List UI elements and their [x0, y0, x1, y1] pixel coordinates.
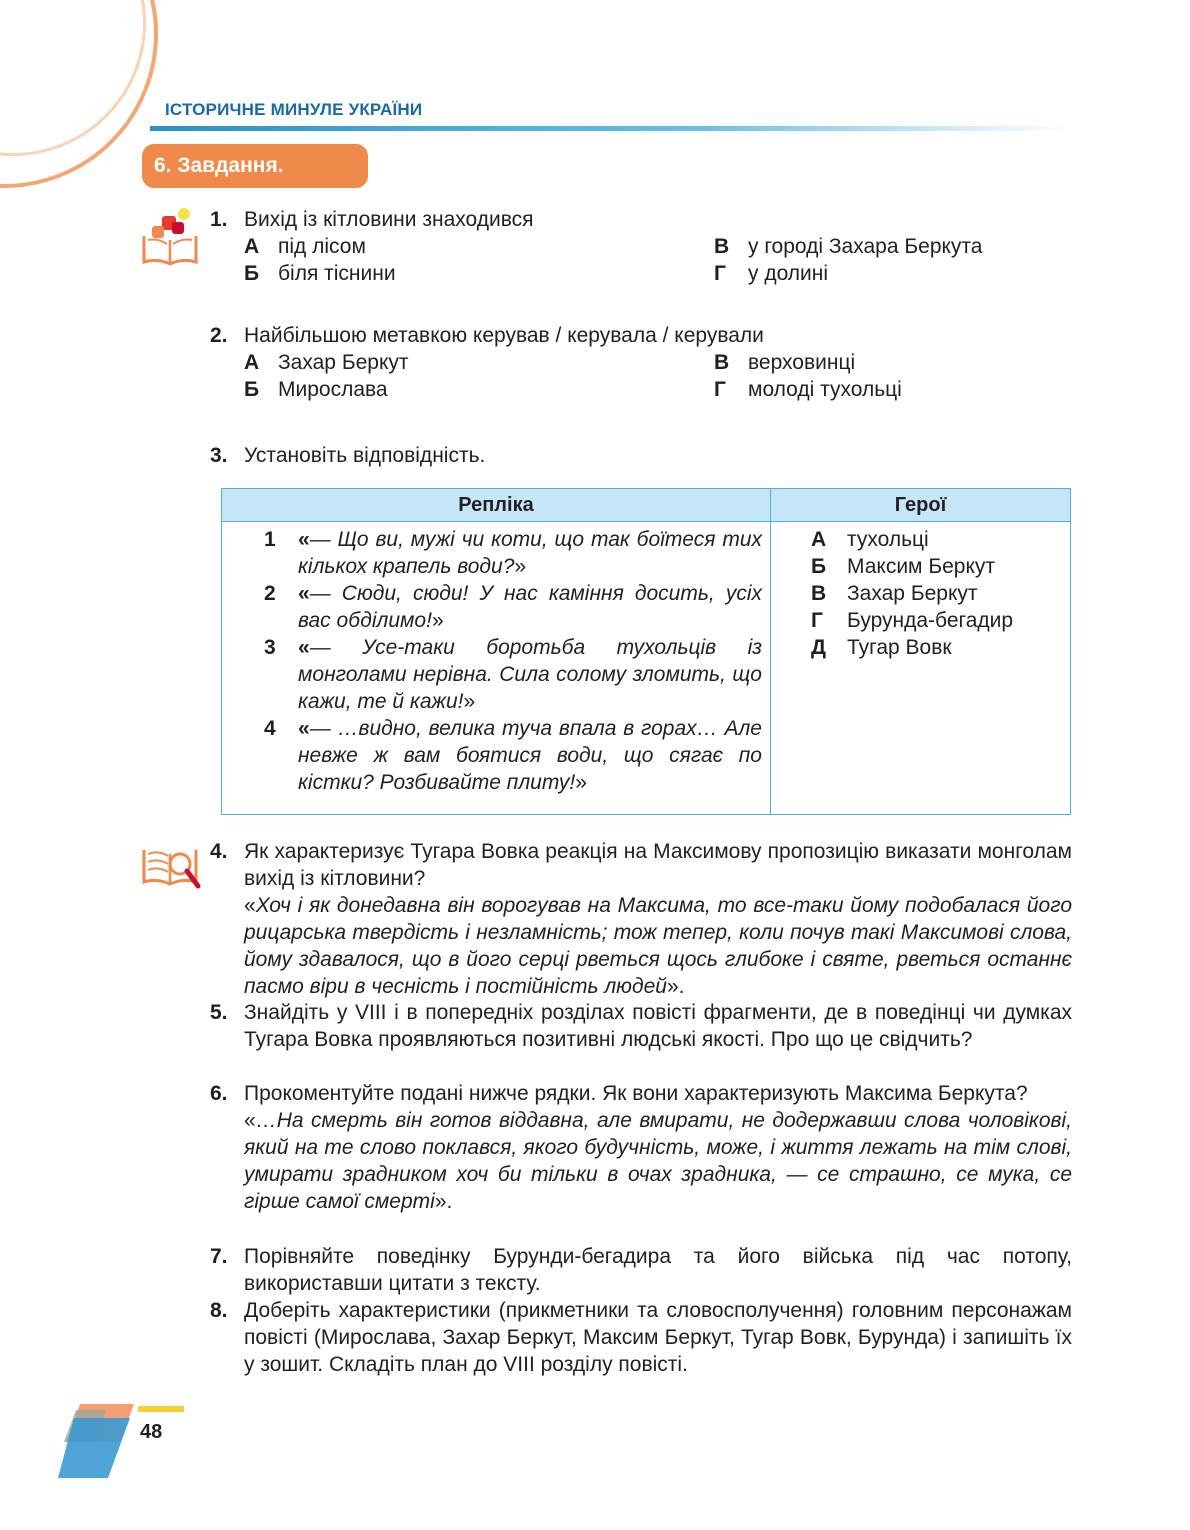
matching-table — [221, 488, 1071, 815]
header-arc-decoration-inner — [0, 0, 146, 156]
option-b — [244, 260, 396, 287]
option-text: Мирослава — [278, 378, 388, 401]
hero-name: Бурунда-бегадир — [847, 609, 1014, 632]
hero-letter: Д — [811, 636, 826, 659]
hero-item — [811, 634, 1070, 661]
replica-number: 1 — [264, 528, 276, 551]
question-quote — [244, 892, 1072, 1000]
replica-item — [264, 580, 762, 634]
option-c — [714, 349, 855, 376]
option-d — [714, 376, 902, 403]
question-6 — [210, 1080, 1072, 1215]
replica-text: — Усе-таки боротьба тухольців із монголами нерівна. Сила солому зломить, що кажи, те й кажи! — [298, 636, 762, 713]
hero-name: тухольці — [847, 528, 929, 551]
quote-open: « — [244, 894, 256, 917]
question-number: 6. — [210, 1082, 228, 1105]
replica-number: 2 — [264, 582, 276, 605]
hero-item — [811, 607, 1070, 634]
quote-close: ». — [666, 975, 685, 998]
hero-letter: Б — [811, 555, 827, 578]
quote-open: « — [298, 636, 310, 659]
hero-letter: Г — [811, 609, 823, 632]
question-text: Знайдіть у VIII і в попередніх розділах повісті фрагменти, де в поведінці чи думках Тугара Вовка проявляються позитивні людські якості. Про що це свідчить? — [244, 1001, 1072, 1051]
quote-text: …На смерть він готов віддавна, але вмирати, не додержавши слова чоловікові, який на те слово поклався, якого будучність, може, і життя лежать на тім слові, умирати зрадником хоч би тільки в очах зрадника, — се страшно, се мука, се гірше самої смерті — [244, 1109, 1072, 1213]
quote-open: « — [244, 1109, 256, 1132]
quote-close: » — [463, 690, 476, 713]
question-text: Порівняйте поведінку Бурунди-бегадира та його війська під час потопу, використавши цитати з тексту. — [244, 1245, 1072, 1295]
replica-item — [264, 715, 762, 796]
option-c — [714, 233, 983, 260]
hero-name: Захар Беркут — [847, 582, 978, 605]
question-number: 5. — [210, 1001, 228, 1024]
quote-open: « — [298, 582, 310, 605]
question-text: Як характеризує Тугара Вовка реакція на Максимову пропозицію виказати монголам вихід із кітловини? — [244, 840, 1072, 890]
replica-cell — [222, 522, 771, 815]
heroes-cell — [771, 522, 1071, 815]
option-d — [714, 260, 828, 287]
replica-item — [264, 526, 762, 580]
question-quote — [244, 1107, 1072, 1215]
question-number: 7. — [210, 1245, 228, 1268]
option-letter: Б — [244, 262, 260, 285]
option-letter: Г — [714, 378, 726, 401]
hero-item — [811, 553, 1070, 580]
hero-item — [811, 580, 1070, 607]
question-1 — [210, 206, 1072, 233]
question-text: Доберіть характеристики (прикметники та словосполучення) головним персонажам повісті (Мирослава, Захар Беркут, Максим Беркут, Тугар Вовк, Бурунда) і запишіть їх у зошит. Складіть план до VIII розділу повісті. — [244, 1299, 1072, 1376]
option-text: біля тіснини — [278, 262, 396, 285]
option-b — [244, 376, 388, 403]
hero-item — [811, 526, 1070, 553]
option-a — [244, 233, 366, 260]
option-letter: Г — [714, 262, 726, 285]
hero-name: Тугар Вовк — [847, 636, 952, 659]
quote-close: » — [514, 555, 527, 578]
option-letter: В — [714, 235, 730, 258]
hero-name: Максим Беркут — [847, 555, 996, 578]
option-text: під лісом — [278, 235, 366, 258]
question-text: Вихід із кітловини знаходився — [244, 208, 534, 231]
option-letter: Б — [244, 378, 260, 401]
replica-text: — …видно, велика туча впала в горах… Але невже ж вам боятися води, що сягає по кістки? Розбивайте плиту! — [298, 717, 762, 794]
option-letter: В — [714, 351, 730, 374]
section-title: ІСТОРИЧНЕ МИНУЛЕ УКРАЇНИ — [165, 100, 423, 119]
column-header-heroes: Герої — [771, 489, 1071, 522]
quote-close: » — [575, 771, 587, 794]
question-number: 3. — [210, 444, 228, 467]
tasks-badge: 6. Завдання. — [142, 144, 368, 188]
option-text: у городі Захара Беркута — [748, 235, 983, 258]
option-text: верховинці — [748, 351, 856, 374]
question-text: Найбільшою метавкою керував / керувала / керували — [244, 324, 764, 347]
option-text: молоді тухольці — [748, 378, 902, 401]
footer-decoration — [50, 1400, 190, 1482]
question-7 — [210, 1243, 1072, 1297]
question-8 — [210, 1297, 1072, 1378]
replica-item — [264, 634, 762, 715]
question-number: 8. — [210, 1299, 228, 1322]
option-letter: А — [244, 235, 260, 258]
replica-text: — Сюди, сюди! У нас каміння досить, усіх вас обділимо! — [298, 582, 762, 632]
question-text: Прокоментуйте подані нижче рядки. Як вони характеризують Максима Беркута? — [244, 1082, 1028, 1105]
replica-number: 3 — [264, 636, 276, 659]
question-4 — [210, 838, 1072, 1000]
replica-number: 4 — [264, 717, 276, 740]
hero-letter: А — [811, 528, 827, 551]
question-text: Установіть відповідність. — [244, 444, 486, 467]
question-number: 4. — [210, 840, 228, 863]
option-a — [244, 349, 409, 376]
column-header-replica: Репліка — [222, 489, 771, 522]
option-text: у долині — [748, 262, 829, 285]
question-number: 1. — [210, 208, 228, 231]
book-magnifier-icon — [140, 842, 202, 892]
question-3 — [210, 442, 1072, 469]
page-number: 48 — [140, 1421, 163, 1443]
question-5 — [210, 999, 1072, 1053]
header-rule — [150, 126, 1070, 131]
question-number: 2. — [210, 324, 228, 347]
replica-text: — Що ви, мужі чи коти, що так боїтеся тих кількох крапель води? — [298, 528, 762, 578]
question-2 — [210, 322, 1072, 349]
option-text: Захар Беркут — [278, 351, 409, 374]
quote-close: ». — [434, 1190, 453, 1213]
quote-open: « — [298, 717, 310, 740]
quote-close: » — [431, 609, 444, 632]
book-blocks-icon — [140, 206, 200, 268]
option-letter: А — [244, 351, 260, 374]
quote-text: Хоч і як донедавна він ворогував на Максима, то все-таки йому подобалася його рицарська твердість і незламність; тож тепер, коли почув такі Максимові слова, йому здавалося, що в його серці рветься щось глибоке і святе, рветься останнє пасмо віри в чесність і постійність людей — [244, 894, 1072, 998]
hero-letter: В — [811, 582, 827, 605]
quote-open: « — [298, 528, 310, 551]
